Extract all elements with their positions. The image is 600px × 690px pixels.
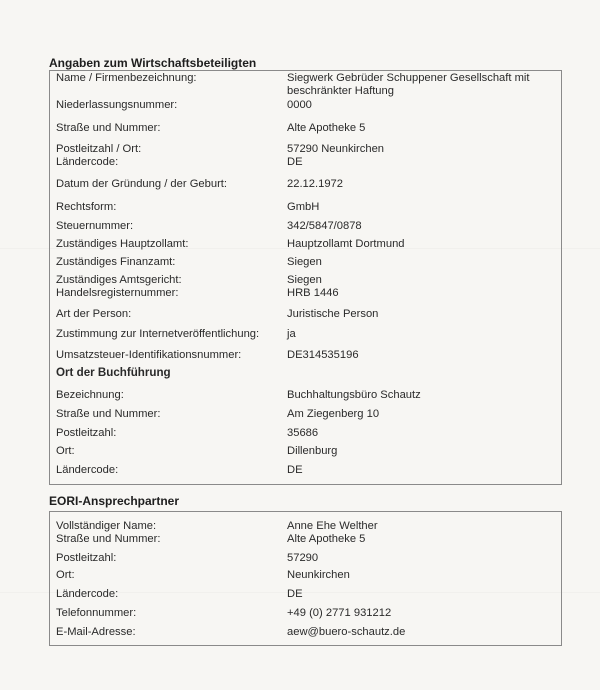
field-value: Siegwerk Gebrüder Schuppener Gesellschaft mit beschränkter Haftung xyxy=(287,72,530,97)
field-value: Alte Apotheke 5 xyxy=(287,533,366,545)
field-label: Art der Person: xyxy=(56,308,132,320)
field-label: Ort: xyxy=(56,445,75,457)
field-value: HRB 1446 xyxy=(287,287,339,299)
field-label: Umsatzsteuer-Identifikationsnummer: xyxy=(56,349,242,361)
field-label: Ländercode: xyxy=(56,156,119,168)
field-value: 57290 Neunkirchen xyxy=(287,143,385,155)
field-label: Straße und Nummer: xyxy=(56,122,161,134)
field-label: Datum der Gründung / der Geburt: xyxy=(56,178,228,190)
field-value: Siegen xyxy=(287,256,322,268)
field-value: DE xyxy=(287,156,303,168)
field-value: Am Ziegenberg 10 xyxy=(287,408,380,420)
field-value: DE314535196 xyxy=(287,349,359,361)
field-label: Ort: xyxy=(56,569,75,581)
field-label: E-Mail-Adresse: xyxy=(56,626,136,638)
section-box-wirtschaftsbeteiligter xyxy=(49,70,562,485)
field-value: 35686 xyxy=(287,427,319,439)
field-value: ja xyxy=(287,328,296,340)
field-label: Telefonnummer: xyxy=(56,607,137,619)
section-box-eori-ansprechpartner xyxy=(49,511,562,646)
field-label: Vollständiger Name: xyxy=(56,520,157,532)
field-value: Siegen xyxy=(287,274,322,286)
field-value: Alte Apotheke 5 xyxy=(287,122,366,134)
field-label: Zustimmung zur Internetveröffentlichung: xyxy=(56,328,260,340)
field-value: DE xyxy=(287,588,303,600)
field-label: Steuernummer: xyxy=(56,220,134,232)
field-label: Handelsregisternummer: xyxy=(56,287,179,299)
field-value: Hauptzollamt Dortmund xyxy=(287,238,405,250)
field-value: Neunkirchen xyxy=(287,569,350,581)
field-label: Name / Firmenbezeichnung: xyxy=(56,72,197,84)
field-label: Straße und Nummer: xyxy=(56,408,161,420)
field-label: Postleitzahl: xyxy=(56,427,117,439)
section-title-wirtschaftsbeteiligter: Angaben zum Wirtschaftsbeteiligten xyxy=(49,56,257,70)
field-value: 0000 xyxy=(287,99,312,111)
field-value: Buchhaltungsbüro Schautz xyxy=(287,389,421,401)
field-label: Rechtsform: xyxy=(56,201,117,213)
field-value: DE xyxy=(287,464,303,476)
field-label: Zuständiges Hauptzollamt: xyxy=(56,238,189,250)
field-value: GmbH xyxy=(287,201,320,213)
field-value: aew@buero-schautz.de xyxy=(287,626,406,638)
field-value: 342/5847/0878 xyxy=(287,220,362,232)
subheading-ort-der-buchfuehrung: Ort der Buchführung xyxy=(56,366,171,379)
field-label: Straße und Nummer: xyxy=(56,533,161,545)
field-value: Anne Ehe Welther xyxy=(287,520,378,532)
field-label: Ländercode: xyxy=(56,464,119,476)
field-label: Postleitzahl / Ort: xyxy=(56,143,142,155)
field-value: 57290 xyxy=(287,552,319,564)
field-value: Dillenburg xyxy=(287,445,338,457)
field-label: Bezeichnung: xyxy=(56,389,124,401)
field-label: Zuständiges Finanzamt: xyxy=(56,256,176,268)
field-value: 22.12.1972 xyxy=(287,178,343,190)
field-label: Niederlassungsnummer: xyxy=(56,99,178,111)
field-value: +49 (0) 2771 931212 xyxy=(287,607,392,619)
field-label: Zuständiges Amtsgericht: xyxy=(56,274,182,286)
section-title-eori-ansprechpartner: EORI-Ansprechpartner xyxy=(49,494,180,508)
field-label: Ländercode: xyxy=(56,588,119,600)
field-label: Postleitzahl: xyxy=(56,552,117,564)
field-value: Juristische Person xyxy=(287,308,379,320)
